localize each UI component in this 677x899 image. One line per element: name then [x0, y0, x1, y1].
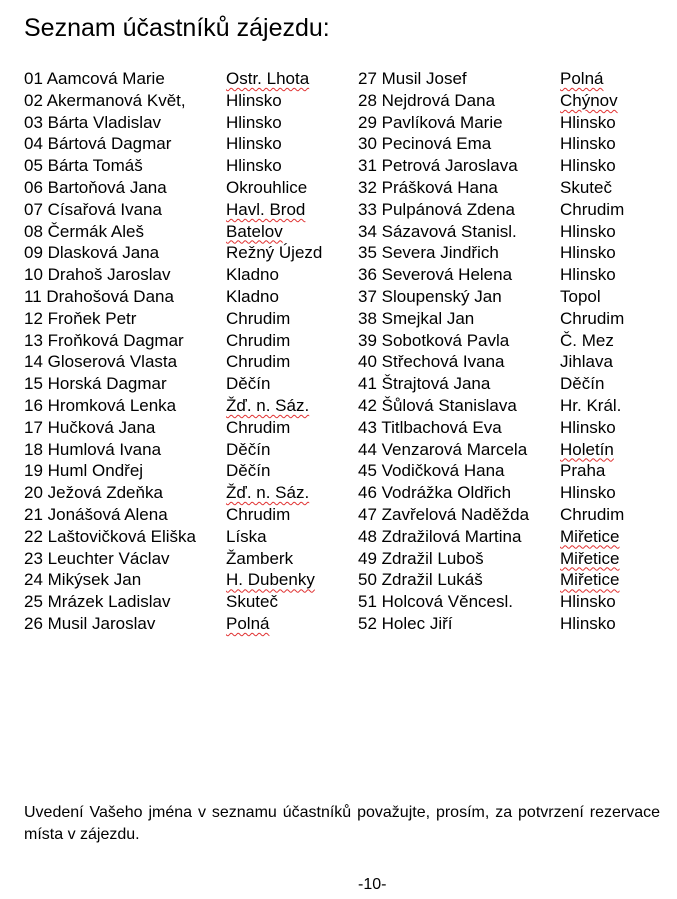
participant-name: 22 Laštovičková Eliška — [24, 526, 196, 546]
participant-name: 44 Venzarová Marcela — [358, 439, 528, 459]
participant-name: 19 Huml Ondřej — [24, 461, 144, 481]
participant-name: 08 Čermák Aleš — [24, 221, 144, 241]
participant-name: 34 Sázavová Stanisl. — [358, 221, 517, 241]
participant-place: Polná — [560, 69, 604, 88]
participant-place: Hlinsko — [560, 592, 616, 612]
participant-name: 03 Bárta Vladislav — [24, 112, 162, 132]
participant-name: 17 Hučková Jana — [24, 417, 156, 437]
participant-place: Chrudim — [226, 352, 291, 372]
page-number: -10- — [358, 876, 387, 893]
participant-place: Hlinsko — [226, 156, 282, 176]
participant-place: Holetín — [560, 439, 614, 459]
participant-name: 45 Vodičková Hana — [358, 461, 505, 481]
participant-place: Hlinsko — [560, 221, 616, 241]
participant-name: 15 Horská Dagmar — [24, 374, 167, 394]
participant-place: Skuteč — [226, 592, 278, 612]
participant-place: Miřetice — [560, 570, 620, 590]
participant-name: 14 Gloserová Vlasta — [24, 352, 178, 372]
page-title: Seznam účastníků zájezdu: — [24, 14, 330, 42]
participant-place: Hlinsko — [560, 417, 616, 437]
participant-name: 26 Musil Jaroslav — [24, 613, 156, 633]
participant-name: 28 Nejdrová Dana — [358, 90, 496, 110]
participant-place: Hlinsko — [560, 134, 616, 154]
participant-place: Chýnov — [560, 90, 618, 110]
participant-place: Chrudim — [560, 504, 625, 524]
participant-place: Hlinsko — [560, 112, 616, 132]
participant-name: 46 Vodrážka Oldřich — [358, 483, 512, 503]
participant-place: Praha — [560, 461, 606, 481]
participant-name: 38 Smejkal Jan — [358, 308, 475, 328]
participant-name: 32 Prášková Hana — [358, 177, 498, 197]
participant-name: 49 Zdražil Luboš — [358, 548, 484, 568]
participant-place: Okrouhlice — [226, 177, 308, 197]
participant-place: Chrudim — [226, 330, 291, 350]
participant-place: Režný Újezd — [226, 243, 323, 263]
participant-name: 43 Titlbachová Eva — [358, 417, 502, 437]
participant-name: 31 Petrová Jaroslava — [358, 156, 518, 176]
participant-place: Hlinsko — [226, 90, 282, 110]
participant-name: 16 Hromková Lenka — [24, 395, 177, 415]
participant-name: 18 Humlová Ivana — [24, 439, 162, 459]
participant-name: 05 Bárta Tomáš — [24, 156, 143, 176]
participant-name: 37 Sloupenský Jan — [358, 286, 502, 306]
participant-place: Žamberk — [226, 548, 294, 568]
participant-place: Hlinsko — [560, 265, 616, 285]
participant-place: Chrudim — [226, 308, 291, 328]
participant-place: Žď. n. Sáz. — [226, 395, 310, 415]
participant-name: 36 Severová Helena — [358, 265, 513, 285]
participant-place: Hlinsko — [560, 483, 616, 503]
participant-name: 27 Musil Josef — [358, 69, 467, 88]
participant-place: Miřetice — [560, 526, 620, 546]
participant-name: 06 Bartoňová Jana — [24, 177, 167, 197]
participant-place: Jihlava — [560, 352, 613, 372]
participant-place: H. Dubenky — [226, 570, 315, 590]
participant-name: 33 Pulpánová Zdena — [358, 199, 515, 219]
participant-place: Ostr. Lhota — [226, 69, 310, 88]
participant-name: 35 Severa Jindřich — [358, 243, 499, 263]
participant-place: Hlinsko — [560, 243, 616, 263]
participant-place: Kladno — [226, 286, 279, 306]
participant-name: 21 Jonášová Alena — [24, 504, 168, 524]
participant-name: 07 Císařová Ivana — [24, 199, 162, 219]
participant-name: 40 Střechová Ivana — [358, 352, 505, 372]
participant-name: 12 Froňek Petr — [24, 308, 137, 328]
participant-name: 23 Leuchter Václav — [24, 548, 170, 568]
participant-place: Miřetice — [560, 548, 620, 568]
participant-name: 47 Zavřelová Naděžda — [358, 504, 530, 524]
participant-place: Líska — [226, 526, 267, 546]
participant-place: Batelov — [226, 221, 283, 241]
participant-name: 13 Froňková Dagmar — [24, 330, 184, 350]
participant-name: 20 Ježová Zdeňka — [24, 483, 163, 503]
participant-name: 29 Pavlíková Marie — [358, 112, 503, 132]
participant-place: Hlinsko — [226, 112, 282, 132]
participant-name: 10 Drahoš Jaroslav — [24, 265, 171, 285]
participant-place: Havl. Brod — [226, 199, 306, 219]
participant-name: 30 Pecinová Ema — [358, 134, 492, 154]
participant-name: 42 Šůlová Stanislava — [358, 395, 517, 415]
participant-place: Děčín — [226, 439, 271, 459]
participant-place: Hlinsko — [560, 613, 616, 633]
participant-place: Kladno — [226, 265, 279, 285]
participant-place: Chrudim — [560, 199, 625, 219]
participant-name: 11 Drahošová Dana — [24, 286, 174, 306]
participant-name: 01 Aamcová Marie — [24, 69, 165, 88]
reservation-note: Uvedení Vašeho jména v seznamu účastníků považujte, prosím, za potvrzení rezervace místa v zájezdu. — [24, 804, 660, 843]
participant-name: 51 Holcová Věncesl. — [358, 592, 513, 612]
participant-place: Chrudim — [226, 504, 291, 524]
participant-name: 04 Bártová Dagmar — [24, 134, 172, 154]
participant-place: Č. Mez — [560, 330, 614, 350]
participant-place: Topol — [560, 286, 601, 306]
participant-name: 24 Mikýsek Jan — [24, 570, 142, 590]
participant-name: 48 Zdražilová Martina — [358, 526, 522, 546]
participant-name: 09 Dlasková Jana — [24, 243, 160, 263]
participant-place: Chrudim — [560, 308, 625, 328]
participant-place: Děčín — [226, 374, 271, 394]
participant-place: Děčín — [226, 461, 271, 481]
participant-place: Polná — [226, 613, 270, 633]
participant-place: Hlinsko — [226, 134, 282, 154]
participant-place: Chrudim — [226, 417, 291, 437]
participant-place: Hlinsko — [560, 156, 616, 176]
participant-place: Děčín — [560, 374, 605, 394]
participant-name: 52 Holec Jiří — [358, 613, 453, 633]
participant-name: 02 Akermanová Květ, — [24, 90, 186, 110]
participant-name: 39 Sobotková Pavla — [358, 330, 510, 350]
participant-place: Skuteč — [560, 177, 612, 197]
participant-place: Hr. Král. — [560, 395, 622, 415]
participant-place: Žď. n. Sáz. — [226, 483, 310, 503]
participant-name: 41 Štrajtová Jana — [358, 374, 491, 394]
participant-name: 50 Zdražil Lukáš — [358, 570, 483, 590]
participant-name: 25 Mrázek Ladislav — [24, 592, 171, 612]
